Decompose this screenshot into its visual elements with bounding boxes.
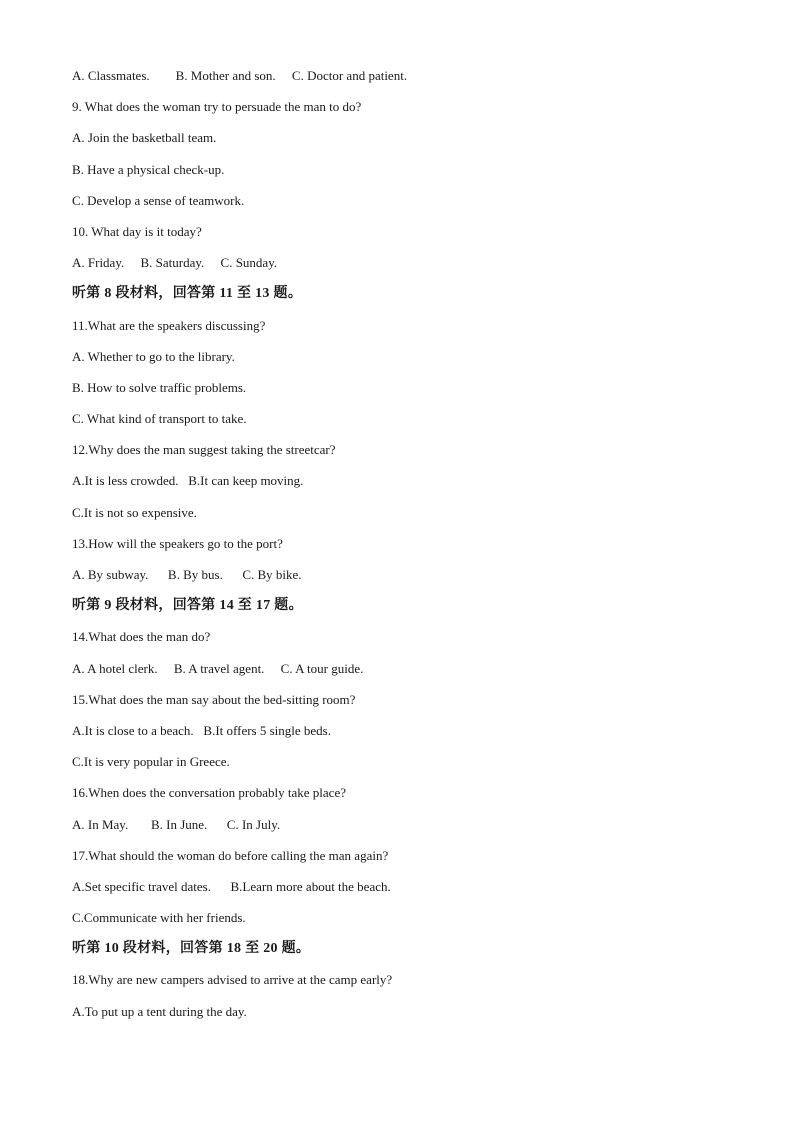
answer-option: A.To put up a tent during the day. <box>72 1003 247 1019</box>
answer-option: B. Have a physical check-up. <box>72 161 225 177</box>
section-heading: 听第 9 段材料，回答第 14 至 17 题。 <box>72 598 303 614</box>
answer-option: A. In May. B. In June. C. In July. <box>72 816 281 832</box>
answer-option: A.It is less crowded. B.It can keep moving. <box>72 473 304 489</box>
answer-option: A. By subway. B. By bus. C. By bike. <box>72 567 302 582</box>
answer-option: C. Develop a sense of teamwork. <box>72 192 245 208</box>
answer-option: A.Set specific travel dates. B.Learn more about the beach. <box>72 878 391 894</box>
answer-option: A. A hotel clerk. B. A travel agent. C. A tour guide. <box>72 660 364 676</box>
answer-option: C. What kind of transport to take. <box>72 411 247 427</box>
question-text: 13.How will the speakers go to the port? <box>72 535 283 551</box>
answer-option: A. Classmates. B. Mother and son. C. Doctor and patient. <box>72 68 408 83</box>
answer-option: A. Friday. B. Saturday. C. Sunday. <box>72 255 278 271</box>
document-page <box>72 67 732 1034</box>
question-text: 14.What does the man do? <box>72 629 211 645</box>
question-text: 10. What day is it today? <box>72 223 202 239</box>
answer-option: C.It is not so expensive. <box>72 504 197 520</box>
question-text: 18.Why are new campers advised to arrive at the camp early? <box>72 972 393 988</box>
question-text: 11.What are the speakers discussing? <box>72 317 266 333</box>
answer-option: C.Communicate with her friends. <box>72 910 246 926</box>
answer-option: B. How to solve traffic problems. <box>72 379 247 395</box>
answer-option: A.It is close to a beach. B.It offers 5 single beds. <box>72 722 331 738</box>
section-heading: 听第 10 段材料，回答第 18 至 20 题。 <box>72 941 311 957</box>
question-text: 16.When does the conversation probably take place? <box>72 785 346 801</box>
section-heading: 听第 8 段材料，回答第 11 至 13 题。 <box>72 286 303 302</box>
question-text: 17.What should the woman do before calling the man again? <box>72 847 389 863</box>
answer-option: A. Join the basketball team. <box>72 130 217 146</box>
answer-option: A. Whether to go to the library. <box>72 348 235 364</box>
answer-option: C.It is very popular in Greece. <box>72 754 230 770</box>
question-text: 12.Why does the man suggest taking the streetcar? <box>72 442 336 458</box>
question-text: 15.What does the man say about the bed-sitting room? <box>72 691 356 707</box>
question-text: 9. What does the woman try to persuade the man to do? <box>72 99 362 115</box>
